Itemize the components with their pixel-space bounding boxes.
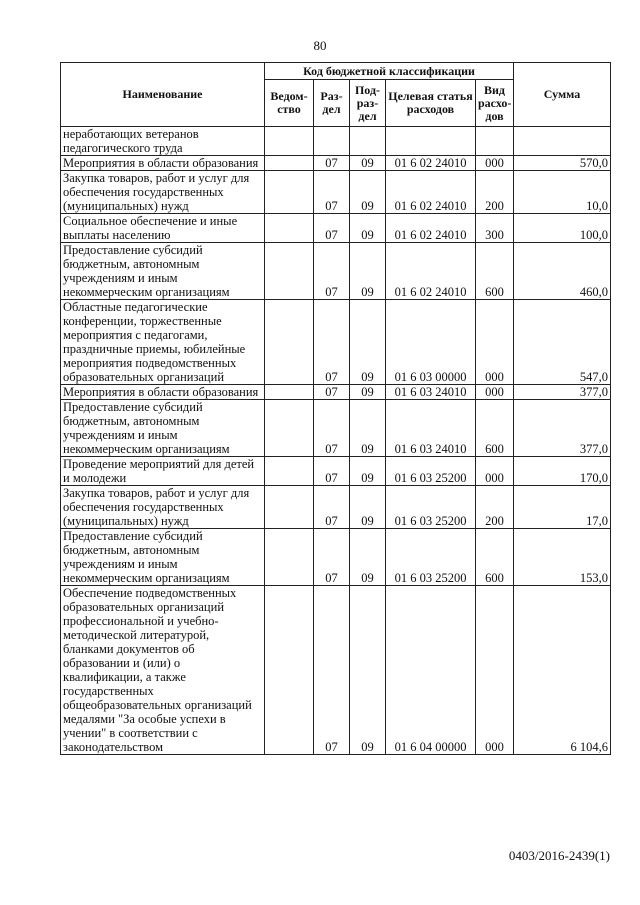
cell-target	[386, 127, 476, 156]
cell-subsection: 09	[350, 243, 386, 300]
page-number: 80	[313, 38, 327, 53]
cell-target: 01 6 02 24010	[386, 171, 476, 214]
cell-dept	[265, 156, 314, 171]
table-row	[61, 171, 611, 214]
table-row	[61, 243, 611, 300]
cell-type: 600	[476, 529, 514, 586]
header-target: Целевая статья расходов	[386, 80, 476, 127]
cell-name: Социальное обеспечение и иные выплаты населению	[61, 214, 265, 243]
cell-dept	[265, 457, 314, 486]
header-name: Наименование	[61, 63, 265, 127]
cell-sum: 547,0	[514, 300, 611, 385]
cell-target: 01 6 03 00000	[386, 300, 476, 385]
cell-subsection: 09	[350, 156, 386, 171]
cell-type: 200	[476, 486, 514, 529]
cell-target: 01 6 03 25200	[386, 529, 476, 586]
header-type: Вид расхо-дов	[476, 80, 514, 127]
cell-type: 000	[476, 586, 514, 755]
document-code: 0403/2016-2439(1)	[508, 848, 610, 863]
cell-section: 07	[314, 300, 350, 385]
table-row	[61, 457, 611, 486]
table-row	[61, 586, 611, 755]
cell-subsection: 09	[350, 529, 386, 586]
cell-target: 01 6 02 24010	[386, 214, 476, 243]
header-dept: Ведом-ство	[265, 80, 314, 127]
cell-section: 07	[314, 243, 350, 300]
cell-type: 300	[476, 214, 514, 243]
cell-name: Мероприятия в области образования	[61, 385, 265, 400]
cell-name: неработающих ветеранов педагогического труда	[61, 127, 265, 156]
cell-dept	[265, 586, 314, 755]
table-row	[61, 486, 611, 529]
cell-sum: 460,0	[514, 243, 611, 300]
cell-sum: 17,0	[514, 486, 611, 529]
table-row	[61, 214, 611, 243]
table-row	[61, 300, 611, 385]
table-row	[61, 127, 611, 156]
cell-subsection: 09	[350, 486, 386, 529]
cell-subsection: 09	[350, 586, 386, 755]
cell-subsection: 09	[350, 171, 386, 214]
cell-section: 07	[314, 486, 350, 529]
table-row	[61, 156, 611, 171]
cell-dept	[265, 385, 314, 400]
cell-sum: 570,0	[514, 156, 611, 171]
cell-section: 07	[314, 171, 350, 214]
cell-section: 07	[314, 385, 350, 400]
cell-name: Областные педагогические конференции, торжественные мероприятия с педагогами, праздничные приемы, юбилейные мероприятия подведомственных образовательных организаций	[61, 300, 265, 385]
cell-subsection: 09	[350, 300, 386, 385]
cell-type: 000	[476, 300, 514, 385]
cell-sum: 6 104,6	[514, 586, 611, 755]
cell-name: Мероприятия в области образования	[61, 156, 265, 171]
cell-dept	[265, 400, 314, 457]
cell-name: Обеспечение подведомственных образовательных организаций профессиональной и учебно-методической литературой, бланками документов об образовании и (или) о квалификации, а также государственных общеобразовательных организаций медалями "За особые успехи в учении" в соответствии с законодательством	[61, 586, 265, 755]
cell-target: 01 6 03 25200	[386, 486, 476, 529]
cell-type: 600	[476, 243, 514, 300]
cell-subsection	[350, 127, 386, 156]
cell-subsection: 09	[350, 457, 386, 486]
cell-sum: 377,0	[514, 385, 611, 400]
table-body	[61, 127, 611, 755]
cell-target: 01 6 03 24010	[386, 400, 476, 457]
cell-type	[476, 127, 514, 156]
cell-target: 01 6 02 24010	[386, 243, 476, 300]
cell-section: 07	[314, 214, 350, 243]
header-section: Раз-дел	[314, 80, 350, 127]
cell-name: Проведение мероприятий для детей и молодежи	[61, 457, 265, 486]
cell-section: 07	[314, 400, 350, 457]
cell-sum: 170,0	[514, 457, 611, 486]
cell-sum	[514, 127, 611, 156]
budget-table	[60, 62, 611, 755]
cell-dept	[265, 529, 314, 586]
cell-target: 01 6 02 24010	[386, 156, 476, 171]
cell-dept	[265, 214, 314, 243]
cell-dept	[265, 243, 314, 300]
cell-dept	[265, 171, 314, 214]
cell-section: 07	[314, 457, 350, 486]
table-row	[61, 529, 611, 586]
cell-type: 600	[476, 400, 514, 457]
cell-sum: 377,0	[514, 400, 611, 457]
cell-name: Предоставление субсидий бюджетным, автономным учреждениям и иным некоммерческим организациям	[61, 529, 265, 586]
cell-target: 01 6 04 00000	[386, 586, 476, 755]
cell-sum: 153,0	[514, 529, 611, 586]
header-code-group: Код бюджетной классификации	[265, 63, 514, 80]
cell-dept	[265, 127, 314, 156]
cell-section: 07	[314, 529, 350, 586]
cell-sum: 100,0	[514, 214, 611, 243]
table-row	[61, 385, 611, 400]
cell-target: 01 6 03 24010	[386, 385, 476, 400]
cell-name: Закупка товаров, работ и услуг для обеспечения государственных (муниципальных) нужд	[61, 171, 265, 214]
cell-type: 000	[476, 457, 514, 486]
table-header	[61, 63, 611, 127]
cell-name: Предоставление субсидий бюджетным, автономным учреждениям и иным некоммерческим организациям	[61, 400, 265, 457]
cell-section: 07	[314, 586, 350, 755]
cell-subsection: 09	[350, 385, 386, 400]
header-subsection: Под-раз-дел	[350, 80, 386, 127]
cell-dept	[265, 300, 314, 385]
cell-type: 000	[476, 156, 514, 171]
header-sum: Сумма	[514, 63, 611, 127]
table-row	[61, 400, 611, 457]
cell-section: 07	[314, 156, 350, 171]
cell-subsection: 09	[350, 400, 386, 457]
cell-sum: 10,0	[514, 171, 611, 214]
cell-section	[314, 127, 350, 156]
cell-type: 000	[476, 385, 514, 400]
cell-name: Закупка товаров, работ и услуг для обеспечения государственных (муниципальных) нужд	[61, 486, 265, 529]
cell-type: 200	[476, 171, 514, 214]
cell-dept	[265, 486, 314, 529]
cell-target: 01 6 03 25200	[386, 457, 476, 486]
cell-subsection: 09	[350, 214, 386, 243]
cell-name: Предоставление субсидий бюджетным, автономным учреждениям и иным некоммерческим организациям	[61, 243, 265, 300]
